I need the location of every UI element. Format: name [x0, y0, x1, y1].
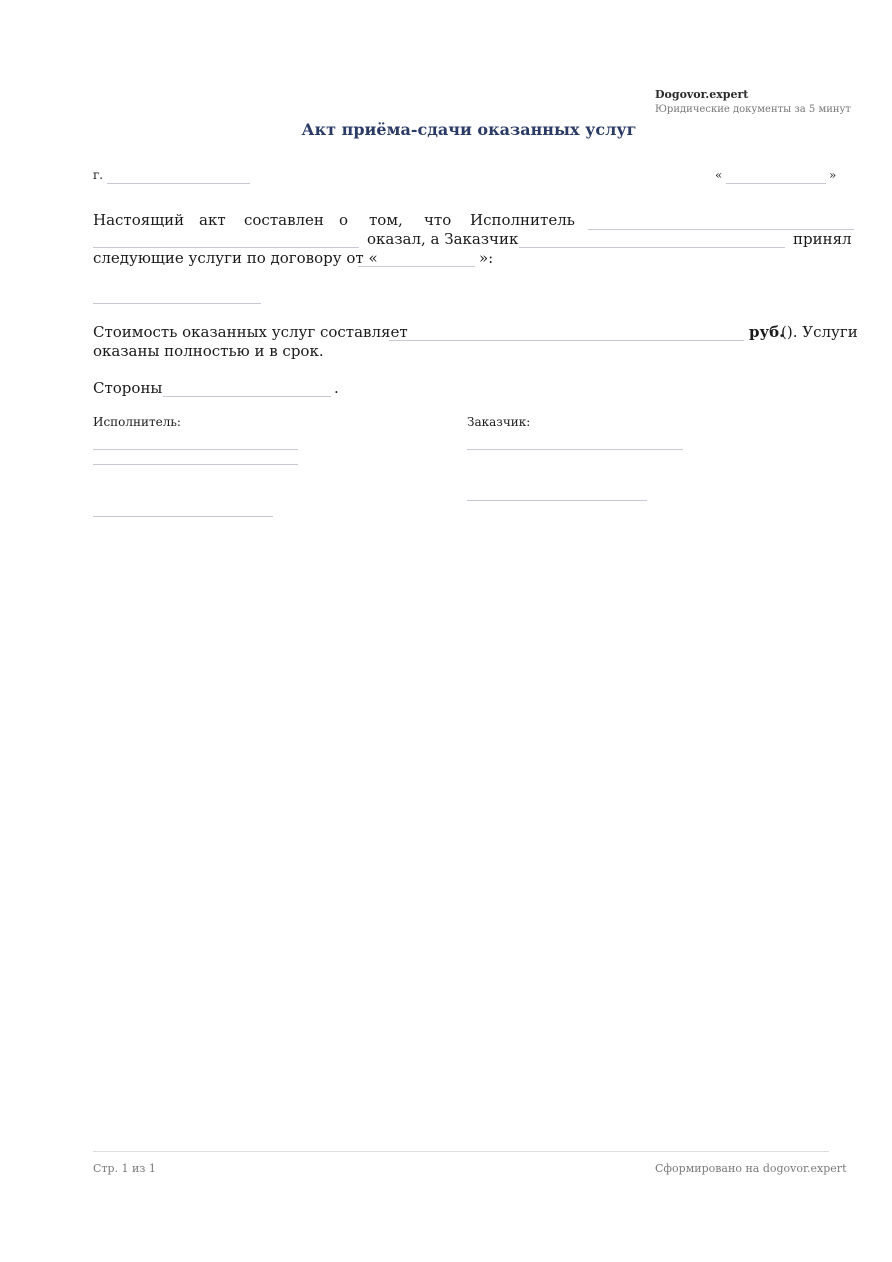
para1-word: составлен: [244, 211, 324, 229]
customer-label: Заказчик:: [467, 415, 531, 429]
para1-word: акт: [199, 211, 226, 229]
city-blank: [107, 183, 250, 184]
customer-sign-blank: [467, 500, 647, 501]
executor-label: Исполнитель:: [93, 415, 181, 429]
footer-page-info: Стр. 1 из 1: [93, 1162, 156, 1175]
executor-sign-blank: [93, 516, 273, 517]
para1-line3-end: »:: [479, 249, 494, 267]
para1-word: о: [339, 211, 349, 229]
cost-currency: руб.: [749, 323, 785, 341]
brand-tagline: Юридические документы за 5 минут: [655, 104, 851, 115]
parties-suffix: .: [334, 379, 339, 397]
footer-generated: Сформировано на dogovor.expert: [655, 1162, 847, 1175]
cost-amount-blank: [389, 340, 744, 341]
document-title: Акт приёма-сдачи оказанных услуг: [301, 120, 637, 139]
cost-prefix: Стоимость оказанных услуг составляет: [93, 323, 408, 341]
customer-sign-blank: [467, 449, 683, 450]
contract-date-blank: [358, 266, 475, 267]
footer-divider: [93, 1151, 829, 1152]
date-close-quote: »: [829, 168, 837, 182]
cost-suffix: (). Услуги: [781, 323, 858, 341]
executor-sign-blank: [93, 464, 298, 465]
date-blank: [726, 183, 826, 184]
para1-word: Исполнитель: [470, 211, 575, 229]
date-open-quote: «: [715, 168, 723, 182]
para1-line2-end: принял: [793, 230, 852, 248]
para1-word: что: [424, 211, 452, 229]
services-blank: [93, 303, 261, 304]
para1-line2-mid: оказал, а Заказчик: [367, 230, 519, 248]
brand-name: Dogovor.expert: [655, 88, 749, 101]
executor-sign-blank: [93, 449, 298, 450]
customer-name-blank: [519, 247, 785, 248]
executor-name-blank-cont: [93, 247, 359, 248]
city-prefix: г.: [93, 168, 104, 182]
para1-line3-start: следующие услуги по договору от «: [93, 249, 378, 267]
para1-word: Настоящий: [93, 211, 185, 229]
cost-line2: оказаны полностью и в срок.: [93, 342, 324, 360]
para1-word: том,: [369, 211, 403, 229]
parties-prefix: Стороны: [93, 379, 163, 397]
parties-blank: [163, 396, 331, 397]
